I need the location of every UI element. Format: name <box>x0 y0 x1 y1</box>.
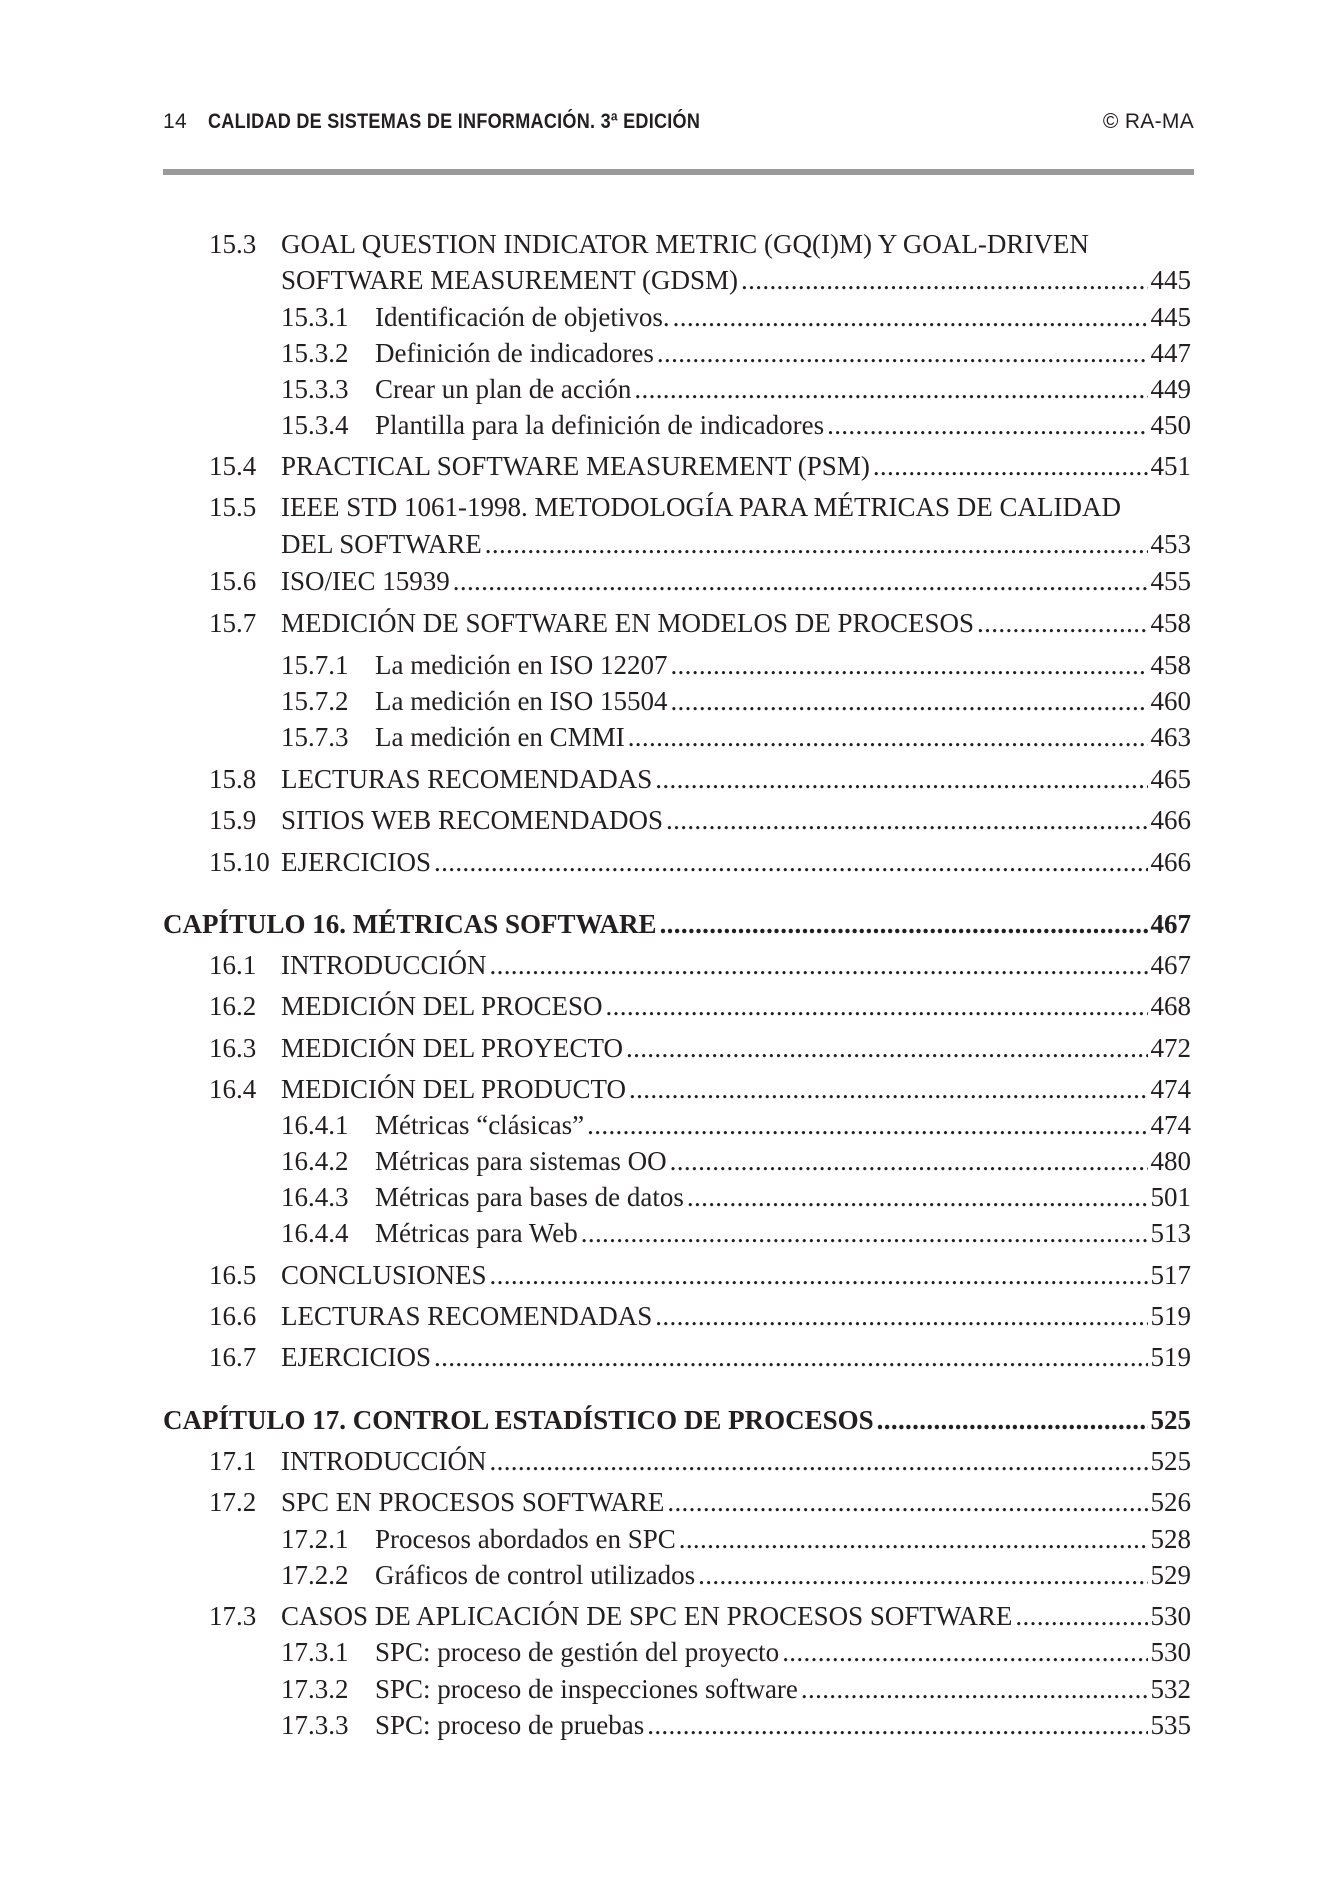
toc-entry <box>209 448 1191 484</box>
toc-page-number: 519 <box>1150 1342 1191 1372</box>
toc-entry <box>281 683 1191 719</box>
toc-leader-dots <box>827 407 1147 443</box>
toc-title: CAPÍTULO 17. CONTROL ESTADÍSTICO DE PROCESOS <box>163 1405 874 1435</box>
toc-section-number: 16.7 <box>209 1342 257 1372</box>
toc-leader-dots <box>655 761 1147 797</box>
toc-leader-dots <box>660 906 1148 942</box>
toc-entry <box>281 262 1191 298</box>
toc-leader-dots <box>801 1671 1148 1707</box>
toc-section-number: 16.4.1 <box>281 1110 349 1140</box>
toc-page-number: 474 <box>1150 1074 1191 1104</box>
toc-leader-dots <box>977 605 1147 641</box>
toc-title: SITIOS WEB RECOMENDADOS <box>281 805 664 835</box>
toc-leader-dots <box>647 1707 1147 1743</box>
toc-section-number: 15.10 <box>209 847 270 877</box>
toc-title: SPC EN PROCESOS SOFTWARE <box>281 1487 665 1517</box>
toc-title: Métricas para bases de datos <box>375 1182 684 1212</box>
toc-page-number: 451 <box>1150 451 1191 481</box>
toc-leader-dots <box>877 1402 1148 1438</box>
toc-page-number: 467 <box>1150 950 1191 980</box>
toc-page-number: 513 <box>1150 1218 1191 1248</box>
toc-leader-dots <box>628 719 1148 755</box>
toc-section-number: 16.4.4 <box>281 1218 349 1248</box>
toc-section-number: 17.1 <box>209 1446 257 1476</box>
toc-entry <box>209 761 1191 797</box>
toc-section-number: 17.3.1 <box>281 1637 349 1667</box>
toc-title: INTRODUCCIÓN <box>281 950 487 980</box>
toc-title: SPC: proceso de gestión del proyecto <box>375 1637 780 1667</box>
toc-page-number: 530 <box>1150 1637 1191 1667</box>
toc-entry <box>281 1707 1191 1743</box>
toc-section-number: 15.5 <box>209 492 257 522</box>
toc-page-number: 466 <box>1150 847 1191 877</box>
toc-leader-dots <box>434 1339 1147 1375</box>
toc-section-number: 15.7.2 <box>281 686 349 716</box>
toc-entry <box>281 407 1191 443</box>
toc-title: MEDICIÓN DEL PROCESO <box>281 991 603 1021</box>
toc-title: IEEE STD 1061-1998. METODOLOGÍA PARA MÉTRICAS DE CALIDAD <box>281 492 1122 522</box>
toc-title: Métricas para sistemas OO <box>375 1146 667 1176</box>
toc-page-number: 525 <box>1150 1446 1191 1476</box>
toc-leader-dots <box>490 1443 1148 1479</box>
toc-leader-dots <box>634 371 1147 407</box>
toc-leader-dots <box>485 526 1148 562</box>
toc-leader-dots <box>581 1215 1148 1251</box>
toc-entry <box>209 988 1191 1024</box>
toc-leader-dots <box>782 1634 1147 1670</box>
toc-entry <box>281 1143 1191 1179</box>
toc-leader-dots <box>670 647 1147 683</box>
toc-entry <box>281 1521 1191 1557</box>
toc-leader-dots <box>670 1143 1148 1179</box>
toc-page-number: 449 <box>1150 374 1191 404</box>
toc-entry <box>281 371 1191 407</box>
toc-page-number: 480 <box>1150 1146 1191 1176</box>
header-rule <box>163 169 1194 175</box>
toc-entry <box>209 605 1191 641</box>
toc-title: EJERCICIOS <box>281 847 432 877</box>
toc-page-number: 528 <box>1150 1524 1191 1554</box>
toc-page-number: 465 <box>1150 764 1191 794</box>
toc-page-number: 535 <box>1150 1710 1191 1740</box>
toc-section-number: 16.2 <box>209 991 257 1021</box>
toc-entry <box>209 844 1191 880</box>
toc-title: SPC: proceso de pruebas <box>375 1710 645 1740</box>
toc-leader-dots <box>490 947 1148 983</box>
toc-entry <box>209 1257 1191 1293</box>
toc-section-number: 17.3.3 <box>281 1710 349 1740</box>
toc-entry <box>281 299 1191 335</box>
toc-page-number: 453 <box>1150 529 1191 559</box>
toc-page-number: 458 <box>1150 608 1191 638</box>
toc-entry <box>281 335 1191 371</box>
toc-section-number: 16.6 <box>209 1301 257 1331</box>
toc-leader-dots <box>434 844 1147 880</box>
toc-entry <box>281 1179 1191 1215</box>
toc-title: DEL SOFTWARE <box>281 529 482 559</box>
toc-title: INTRODUCCIÓN <box>281 1446 487 1476</box>
toc-entry <box>281 1634 1191 1670</box>
toc-title: MEDICIÓN DEL PROYECTO <box>281 1033 623 1063</box>
toc-leader-dots <box>741 262 1147 298</box>
toc-entry <box>209 1071 1191 1107</box>
toc-page-number: 532 <box>1150 1674 1191 1704</box>
running-header <box>163 110 1194 142</box>
toc-leader-dots <box>629 1071 1147 1107</box>
toc-section-number: 15.6 <box>209 566 257 596</box>
toc-entry <box>281 719 1191 755</box>
toc-title: La medición en CMMI <box>375 722 625 752</box>
toc-title: Métricas “clásicas” <box>375 1110 585 1140</box>
toc-entry <box>209 226 1089 262</box>
toc-entry <box>281 526 1191 562</box>
toc-entry <box>209 1339 1191 1375</box>
toc-title: Procesos abordados en SPC <box>375 1524 676 1554</box>
toc-entry <box>209 1484 1191 1520</box>
toc-page-number: 445 <box>1150 265 1191 295</box>
toc-page-number: 519 <box>1150 1301 1191 1331</box>
toc-page-number: 530 <box>1150 1601 1191 1631</box>
toc-entry <box>281 1215 1191 1251</box>
toc-title: MEDICIÓN DE SOFTWARE EN MODELOS DE PROCESOS <box>281 608 975 638</box>
toc-entry <box>209 563 1191 599</box>
toc-section-number: 17.3.2 <box>281 1674 349 1704</box>
toc-title: CAPÍTULO 16. MÉTRICAS SOFTWARE <box>163 909 657 939</box>
toc-page-number: 472 <box>1150 1033 1191 1063</box>
toc-entry <box>281 647 1191 683</box>
toc-title: PRACTICAL SOFTWARE MEASUREMENT (PSM) <box>281 451 870 481</box>
toc-title: Gráficos de control utilizados <box>375 1560 696 1590</box>
toc-page-number: 474 <box>1150 1110 1191 1140</box>
toc-leader-dots <box>606 988 1148 1024</box>
toc-section-number: 15.7 <box>209 608 257 638</box>
toc-section-number: 16.5 <box>209 1260 257 1290</box>
toc-title: LECTURAS RECOMENDADAS <box>281 1301 653 1331</box>
toc-page-number: 526 <box>1150 1487 1191 1517</box>
toc-section-number: 17.2.1 <box>281 1524 349 1554</box>
toc-leader-dots <box>666 802 1147 838</box>
toc-leader-dots <box>667 1484 1147 1520</box>
toc-leader-dots <box>873 448 1148 484</box>
toc-section-number: 15.3.1 <box>281 302 349 332</box>
toc-page-number: 458 <box>1150 650 1191 680</box>
toc-chapter-entry <box>163 906 1191 942</box>
toc-entry <box>209 802 1191 838</box>
toc-title: La medición en ISO 15504 <box>375 686 668 716</box>
toc-title: La medición en ISO 12207 <box>375 650 668 680</box>
toc-page-number: 455 <box>1150 566 1191 596</box>
toc-leader-dots <box>453 563 1148 599</box>
toc-entry <box>209 1298 1191 1334</box>
toc-section-number: 15.3 <box>209 229 257 259</box>
toc-title: CASOS DE APLICACIÓN DE SPC EN PROCESOS SOFTWARE <box>281 1601 1013 1631</box>
toc-page-number: 447 <box>1150 338 1191 368</box>
toc-leader-dots <box>587 1107 1147 1143</box>
toc-entry <box>209 489 1121 525</box>
toc-section-number: 16.4 <box>209 1074 257 1104</box>
toc-title: LECTURAS RECOMENDADAS <box>281 764 653 794</box>
toc-section-number: 16.4.2 <box>281 1146 349 1176</box>
toc-section-number: 17.2.2 <box>281 1560 349 1590</box>
toc-page-number: 450 <box>1150 410 1191 440</box>
toc-page-number: 525 <box>1150 1405 1191 1435</box>
toc-page-number: 517 <box>1150 1260 1191 1290</box>
toc-leader-dots <box>687 1179 1148 1215</box>
toc-entry <box>209 1598 1191 1634</box>
toc-section-number: 15.3.4 <box>281 410 349 440</box>
toc-title: Métricas para Web <box>375 1218 578 1248</box>
toc-leader-dots <box>626 1030 1148 1066</box>
toc-title: SOFTWARE MEASUREMENT (GDSM) <box>281 265 739 295</box>
toc-section-number: 17.2 <box>209 1487 257 1517</box>
toc-section-number: 15.8 <box>209 764 257 794</box>
toc-entry <box>281 1107 1191 1143</box>
toc-title: SPC: proceso de inspecciones software <box>375 1674 798 1704</box>
toc-title: Definición de indicadores <box>375 338 654 368</box>
toc-entry <box>209 1030 1191 1066</box>
toc-leader-dots <box>673 299 1148 335</box>
toc-leader-dots <box>1015 1598 1147 1634</box>
toc-section-number: 17.3 <box>209 1601 257 1631</box>
toc-entry <box>281 1557 1191 1593</box>
toc-page-number: 460 <box>1150 686 1191 716</box>
toc-page-number: 466 <box>1150 805 1191 835</box>
toc-page-number: 501 <box>1150 1182 1191 1212</box>
toc-entry <box>281 1671 1191 1707</box>
toc-leader-dots <box>655 1298 1147 1334</box>
toc-section-number: 16.1 <box>209 950 257 980</box>
toc-title: MEDICIÓN DEL PRODUCTO <box>281 1074 627 1104</box>
toc-leader-dots <box>679 1521 1148 1557</box>
toc-page-number: 529 <box>1150 1560 1191 1590</box>
toc-leader-dots <box>670 683 1147 719</box>
book-title: CALIDAD DE SISTEMAS DE INFORMACIÓN. 3ª EDICIÓN <box>208 110 701 133</box>
toc-section-number: 16.4.3 <box>281 1182 349 1212</box>
toc-leader-dots <box>490 1257 1148 1293</box>
toc-title: Crear un plan de acción <box>375 374 632 404</box>
toc-title: Identificación de objetivos. <box>375 302 670 332</box>
toc-page-number: 468 <box>1150 991 1191 1021</box>
toc-page-number: 467 <box>1150 909 1191 939</box>
toc-section-number: 15.4 <box>209 451 257 481</box>
toc-section-number: 15.9 <box>209 805 257 835</box>
toc-title: ISO/IEC 15939 <box>281 566 450 596</box>
toc-chapter-entry <box>163 1402 1191 1438</box>
toc-entry <box>209 947 1191 983</box>
toc-title: CONCLUSIONES <box>281 1260 487 1290</box>
toc-leader-dots <box>657 335 1148 371</box>
toc-section-number: 16.3 <box>209 1033 257 1063</box>
toc-leader-dots <box>698 1557 1147 1593</box>
toc-page-number: 463 <box>1150 722 1191 752</box>
toc-title: EJERCICIOS <box>281 1342 432 1372</box>
publisher: © RA-MA <box>1102 110 1194 133</box>
toc-page-number: 445 <box>1150 302 1191 332</box>
toc-entry <box>209 1443 1191 1479</box>
toc-section-number: 15.3.3 <box>281 374 349 404</box>
toc-section-number: 15.3.2 <box>281 338 349 368</box>
toc-title: GOAL QUESTION INDICATOR METRIC (GQ(I)M) Y GOAL-DRIVEN <box>281 229 1089 259</box>
toc-section-number: 15.7.1 <box>281 650 349 680</box>
page-number: 14 <box>163 110 187 133</box>
toc-section-number: 15.7.3 <box>281 722 349 752</box>
toc-title: Plantilla para la definición de indicadores <box>375 410 825 440</box>
